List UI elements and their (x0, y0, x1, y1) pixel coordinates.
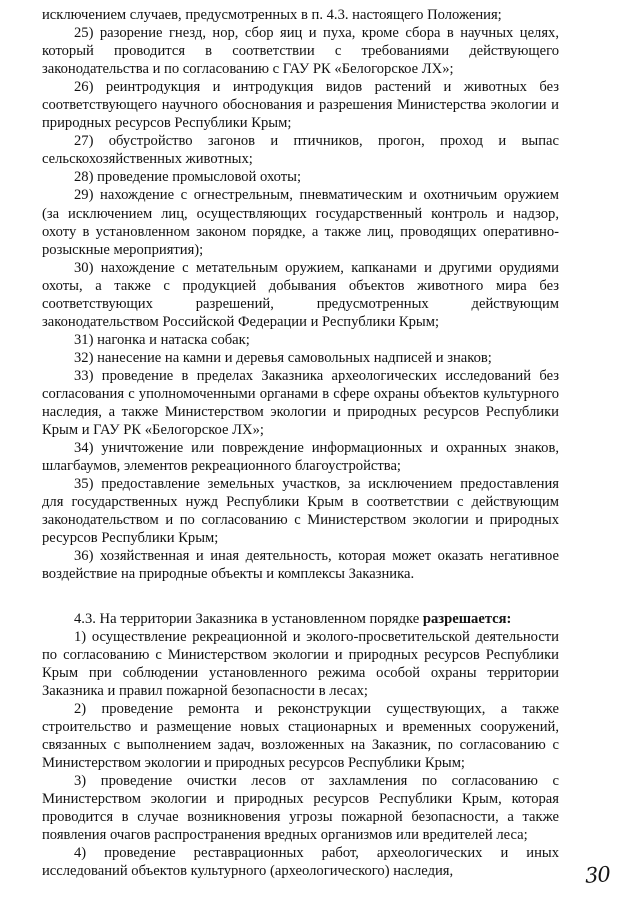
prohibited-item-36: 36) хозяйственная и иная деятельность, которая может оказать негативное воздействие на природные объекты и комплексы Заказника. (42, 548, 559, 583)
allowed-item-1: 1) осуществление рекреационной и эколого-просветительской деятельности по согласованию с Министерством экологии и природных ресурсов Республики Крым при соблюдении установленного режима особой охраны территории Заказника и правил пожарной безопасности в лесах; (42, 628, 559, 699)
section-heading-emphasis: разрешается: (422, 610, 512, 627)
section-heading-text: 4.3. На территории Заказника в установленном порядке (74, 610, 423, 627)
prohibited-item-32: 32) нанесение на камни и деревья самовольных надписей и знаков; (74, 349, 492, 366)
page-number: 30 (584, 862, 611, 888)
prohibited-item-33: 33) проведение в пределах Заказника археологических исследований без согласования с уполномоченными органами в сфере охраны объектов культурного наследия, а также Министерством экологии и природных ресурсов Республики Крым и ГАУ РК «Белогорское ЛХ»; (42, 367, 559, 439)
allowed-item-3: 3) проведение очистки лесов от захламления по согласованию с Министерством экологии и природных ресурсов Республики Крым, которая проводится в случае возникновения угрозы пожарной безопасности, а также появления очагов распространения вредных организмов или вредителей леса; (42, 772, 559, 844)
section-heading (42, 610, 559, 628)
prohibited-item-25: 25) разорение гнезд, нор, сбор яиц и пуха, кроме сбора в научных целях, который проводится в соответствии с требованиями действующего законодательства и по согласованию с ГАУ РК «Белогорское ЛХ»; (42, 25, 559, 78)
document-body (42, 6, 559, 880)
allowed-item-4: 4) проведение реставрационных работ, археологических и иных исследований объектов культурного (археологического) наследия, (42, 845, 559, 880)
prohibited-item-27: 27) обустройство загонов и птичников, прогон, проход и выпас сельскохозяйственных животных; (42, 133, 559, 168)
section-spacer (42, 584, 559, 610)
continuation-line: исключением случаев, предусмотренных в п. 4.3. настоящего Положения; (42, 7, 502, 23)
prohibited-item-34: 34) уничтожение или повреждение информационных и охранных знаков, шлагбаумов, элементов рекреационного благоустройства; (42, 440, 559, 475)
prohibited-item-28: 28) проведение промысловой охоты; (74, 169, 302, 186)
allowed-item-2: 2) проведение ремонта и реконструкции существующих, а также строительство и размещение новых стационарных и временных сооружений, связанных с выполнением задач, возложенных на Заказник, по согласованию с Министерством экологии и природных ресурсов Республики Крым; (42, 700, 559, 771)
prohibited-item-26: 26) реинтродукция и интродукция видов растений и животных без соответствующего научного обоснования и разрешения Министерства экологии и природных ресурсов Республики Крым; (42, 79, 559, 132)
prohibited-item-31: 31) нагонка и натаска собак; (74, 331, 250, 348)
prohibited-item-30: 30) нахождение с метательным оружием, капканами и другими орудиями охоты, а также с продукцией добывания объектов животного мира без соответствующих разрешений, предусмотренных действующим законодательством Российской Федерации и Республики Крым; (42, 259, 559, 330)
prohibited-item-35: 35) предоставление земельных участков, за исключением предоставления для государственных нужд Республики Крым в соответствии с действующим законодательством и по согласованию с Министерством экологии и природных ресурсов Республики Крым; (42, 476, 559, 547)
prohibited-item-29: 29) нахождение с огнестрельным, пневматическим и охотничьим оружием (за исключением лиц, осуществляющих государственный контроль и надзор, охоту в установленном законом порядке, а также лиц, проводящих оперативно-розыскные мероприятия); (42, 187, 559, 258)
